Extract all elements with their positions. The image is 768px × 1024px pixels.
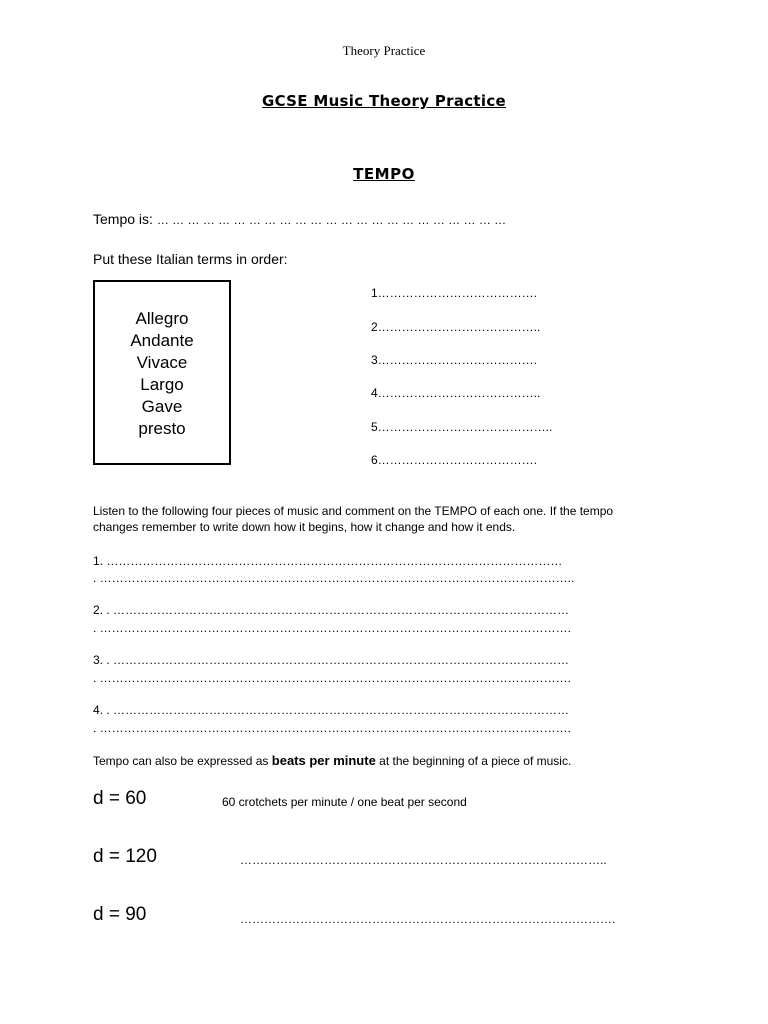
- term-item: Gave: [141, 397, 183, 416]
- term-item: Allegro: [135, 309, 189, 328]
- order-blank[interactable]: 2…………………………………..: [371, 320, 541, 334]
- listen-answer-line[interactable]: 4. . ……………………………………………………………………………………………………: [93, 703, 570, 717]
- term-item: Vivace: [136, 353, 188, 372]
- page-header: Theory Practice: [342, 43, 426, 58]
- order-blank[interactable]: 6………………………………….: [371, 453, 538, 467]
- order-blank[interactable]: 4…………………………………..: [371, 386, 541, 400]
- italian-terms-box: [93, 280, 231, 465]
- bpm-answer-blank[interactable]: ………………………………………………………………………………….: [240, 912, 616, 926]
- listen-answer-line[interactable]: . ……………………………………………………………………………………………………….: [93, 721, 572, 735]
- term-item: Largo: [140, 375, 184, 394]
- bpm-intro-emphasis: beats per minute: [271, 753, 376, 768]
- bpm-answer: 60 crotchets per minute / one beat per second: [222, 795, 467, 809]
- bpm-intro-after: at the beginning of a piece of music.: [379, 754, 572, 768]
- listen-answer-line[interactable]: . ………………………………………………………………………………………………………..: [93, 571, 575, 585]
- order-prompt: Put these Italian terms in order:: [93, 251, 288, 267]
- bpm-intro: [93, 753, 571, 768]
- listen-answer-line[interactable]: 2. . ……………………………………………………………………………………………………: [93, 603, 570, 617]
- bpm-answer-blank[interactable]: ………………………………………………………………………………..: [240, 853, 607, 867]
- listen-answer-line[interactable]: 1. ……………………………………………………………………………………………………: [93, 554, 563, 568]
- bpm-intro-before: Tempo can also be expressed as: [93, 754, 269, 768]
- term-item: presto: [138, 419, 186, 438]
- tempo-definition-blank[interactable]: … … … … … … … … … … … … … … … … … … … … … … …: [156, 213, 507, 227]
- bpm-marking: d = 60: [93, 788, 147, 809]
- term-item: Andante: [130, 331, 194, 350]
- listen-answer-line[interactable]: . ……………………………………………………………………………………………………….: [93, 671, 572, 685]
- bpm-marking: d = 120: [93, 846, 157, 867]
- tempo-definition: [93, 211, 506, 227]
- listen-answer-line[interactable]: . ……………………………………………………………………………………………………….: [93, 621, 572, 635]
- page-title: GCSE Music Theory Practice: [261, 92, 507, 110]
- bpm-marking: d = 90: [93, 904, 147, 925]
- listen-instructions: Listen to the following four pieces of music and comment on the TEMPO of each one. If the tempo changes remember to write down how it begins, how it change and how it ends.: [93, 504, 614, 534]
- order-blank[interactable]: 1………………………………….: [371, 286, 538, 300]
- tempo-definition-label: Tempo is:: [93, 211, 153, 227]
- order-blank[interactable]: 3………………………………….: [371, 353, 538, 367]
- order-blank[interactable]: 5……………………………………..: [371, 420, 553, 434]
- listen-answer-line[interactable]: 3. . ……………………………………………………………………………………………………: [93, 653, 570, 667]
- section-title: TEMPO: [353, 165, 415, 183]
